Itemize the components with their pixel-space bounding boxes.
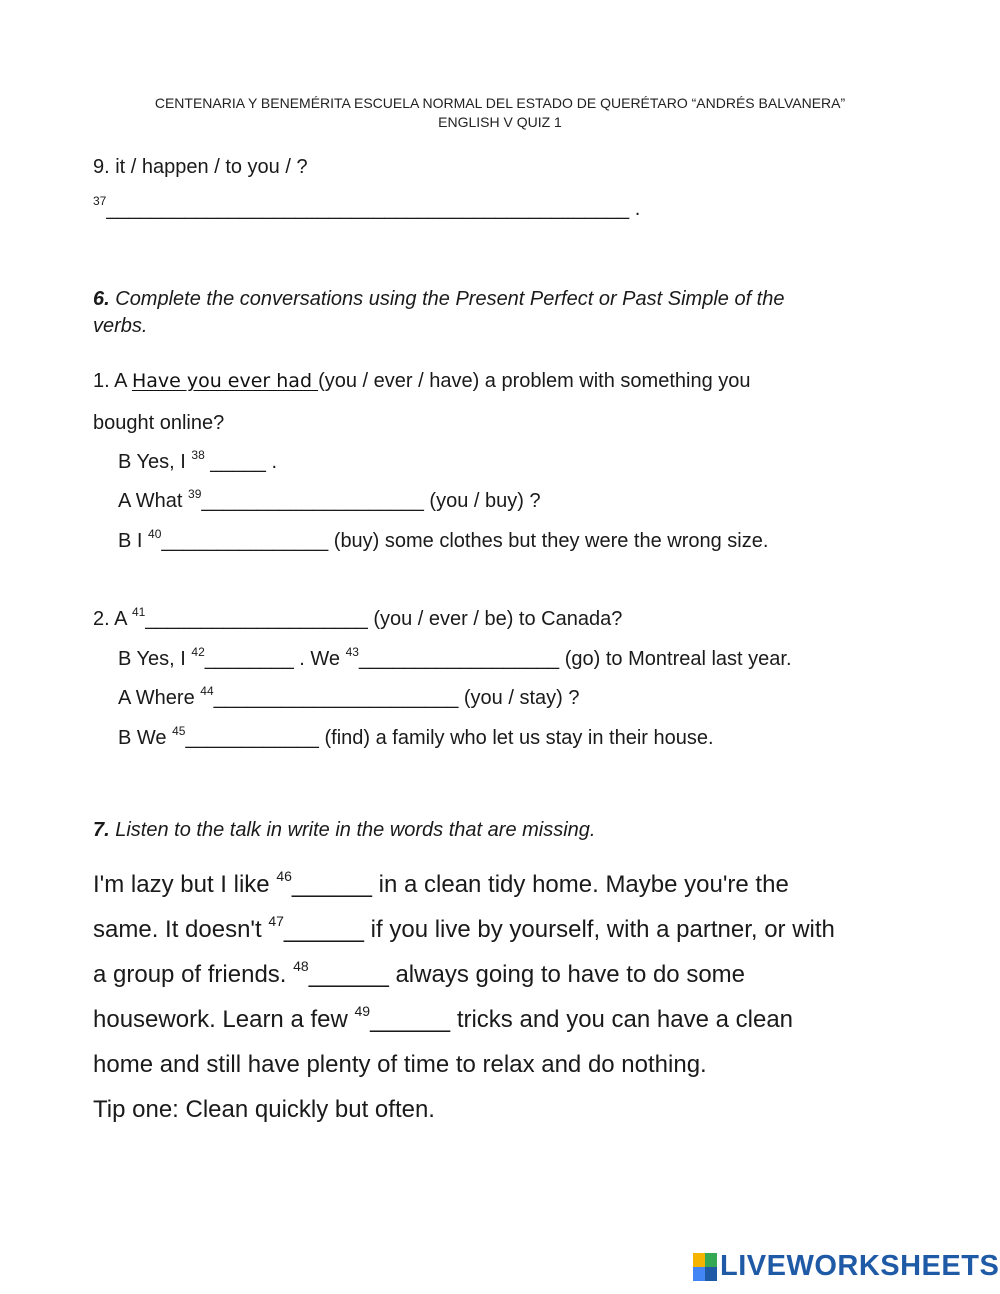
- item1-a2: A What $^{39}$____________________ (you / buy) ?: [118, 487, 541, 512]
- blank-38[interactable]: _____ .: [204, 451, 278, 473]
- q9-blank[interactable]: _______________________________________________: [106, 198, 630, 220]
- section7-line6: Tip one: Clean quickly but often.: [93, 1096, 435, 1123]
- section6-number: 6.: [93, 288, 110, 310]
- item2-a1: 2. A $^{41}$____________________ (you / ever / be) to Canada?: [93, 605, 623, 630]
- section6-instruction-cont: verbs.: [93, 315, 148, 337]
- item2-b1: B Yes, I $^{42}$________ . We $^{43}$__________________ (go) to Montreal last year.: [118, 645, 792, 670]
- section7-line2: same. It doesn't $^{47}$______ if you live by yourself, with a partner, or with: [93, 913, 835, 943]
- section7-number: 7.: [93, 819, 110, 841]
- section6-instruction: 6. Complete the conversations using the Present Perfect or Past Simple of the: [93, 288, 785, 310]
- item1-line1: 1. A Have you ever had (you / ever / have) a problem with something you: [93, 370, 751, 392]
- section7-line4: housework. Learn a few $^{49}$______ tricks and you can have a clean: [93, 1003, 794, 1033]
- item2-a2: A Where $^{44}$______________________ (you / stay) ?: [118, 684, 580, 709]
- header-school-name: CENTENARIA Y BENEMÉRITA ESCUELA NORMAL DEL ESTADO DE QUERÉTARO “ANDRÉS BALVANERA”: [154, 95, 846, 111]
- header-quiz-title: ENGLISH V QUIZ 1: [438, 114, 562, 130]
- blank-47[interactable]: ______ if you live by yourself, with a partner, or with: [283, 916, 835, 943]
- section7-instruction: 7. Listen to the talk in write in the words that are missing.: [93, 819, 596, 841]
- item1-line2: bought online?: [93, 412, 225, 434]
- liveworksheets-logo: [693, 1250, 999, 1283]
- q9-end: .: [629, 198, 641, 220]
- blank-42[interactable]: ________ . We: [204, 648, 346, 670]
- blank-45[interactable]: ____________ (find) a family who let us stay in their house.: [185, 727, 714, 749]
- blank-48[interactable]: ______ always going to have to do some: [308, 961, 746, 988]
- item1-b2: B I $^{40}$_______________ (buy) some clothes but they were the wrong size.: [118, 527, 769, 552]
- item2-b2: B We $^{45}$____________ (find) a family who let us stay in their house.: [118, 724, 714, 749]
- section7-line3: a group of friends. $^{48}$______ always going to have to do some: [93, 958, 746, 988]
- blank-39[interactable]: ____________________ (you / buy) ?: [201, 490, 541, 512]
- liveworksheets-logo-text: LIVEWORKSHEETS: [720, 1250, 1000, 1282]
- blank-49[interactable]: ______ tricks and you can have a clean: [370, 1006, 794, 1033]
- section7-line5: home and still have plenty of time to relax and do nothing.: [93, 1051, 707, 1078]
- blank-43[interactable]: __________________ (go) to Montreal last year.: [358, 648, 792, 670]
- q9-answer-line: [93, 194, 640, 221]
- liveworksheets-logo-icon: [693, 1253, 717, 1281]
- blank-44[interactable]: ______________________ (you / stay) ?: [213, 687, 580, 709]
- q9-prompt: 9. it / happen / to you / ?: [93, 156, 308, 178]
- blank-41[interactable]: ____________________ (you / ever / be) to Canada?: [145, 608, 623, 630]
- q9-number: 37: [93, 194, 107, 208]
- blank-40[interactable]: _______________ (buy) some clothes but they were the wrong size.: [161, 530, 769, 552]
- item1-b1: B Yes, I $^{38}$ _____ .: [118, 448, 278, 473]
- item1-answer[interactable]: Have you ever had: [131, 370, 319, 392]
- blank-46[interactable]: ______ in a clean tidy home. Maybe you're the: [291, 871, 789, 898]
- section7-line1: I'm lazy but I like $^{46}$______ in a clean tidy home. Maybe you're the: [93, 868, 789, 898]
